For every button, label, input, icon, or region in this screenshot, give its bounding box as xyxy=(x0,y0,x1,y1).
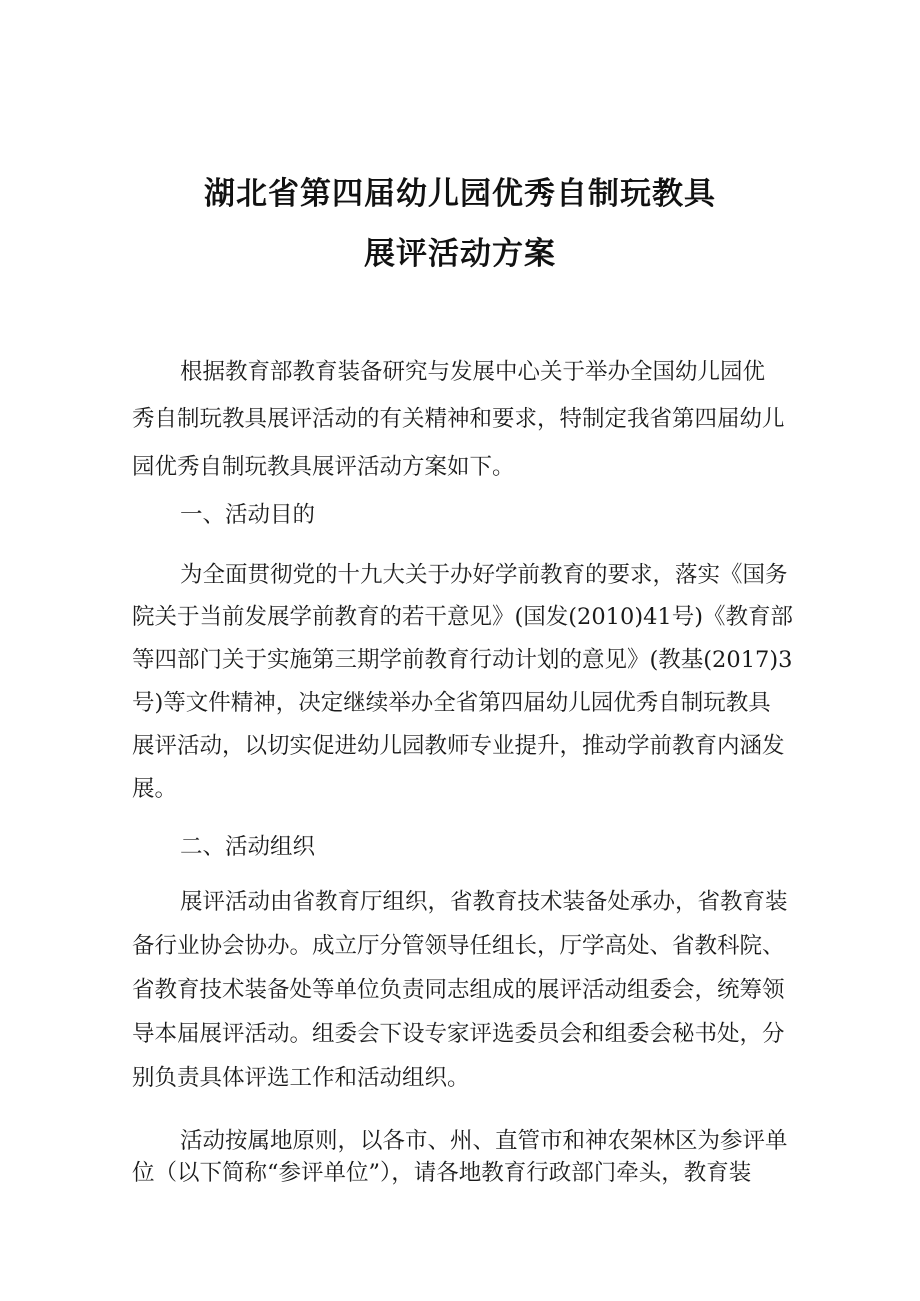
section1-line-1: 为全面贯彻党的十九大关于办好学前教育的要求，落实《国务 xyxy=(180,562,788,588)
section1-line-2: 院关于当前发展学前教育的若干意见》(国发(2010)41号)《教育部 xyxy=(132,604,794,630)
section1-line-4: 号)等文件精神，决定继续举办全省第四届幼儿园优秀自制玩教具 xyxy=(132,690,771,716)
section2-heading: 二、活动组织 xyxy=(180,834,316,860)
section2-p2-line-2: 位（以下简称“参评单位”），请各地教育行政部门牵头，教育装 xyxy=(132,1160,752,1186)
intro-line-1: 根据教育部教育装备研究与发展中心关于举办全国幼儿园优 xyxy=(180,359,766,385)
section1-line-6: 展。 xyxy=(132,776,178,802)
section1-line-3: 等四部门关于实施第三期学前教育行动计划的意见》(教基(2017)3 xyxy=(132,647,793,673)
section1-line-5: 展评活动，以切实促进幼儿园教师专业提升，推动学前教育内涵发 xyxy=(132,733,785,759)
section2-p2-line-1: 活动按属地原则，以各市、州、直管市和神农架林区为参评单 xyxy=(180,1128,788,1154)
intro-line-2: 秀自制玩教具展评活动的有关精神和要求，特制定我省第四届幼儿 xyxy=(132,406,785,432)
section2-p1-line-4: 导本届展评活动。组委会下设专家评选委员会和组委会秘书处，分 xyxy=(132,1021,785,1047)
section2-p1-line-2: 备行业协会协办。成立厅分管领导任组长，厅学高处、省教科院、 xyxy=(132,933,785,959)
section2-p1-line-3: 省教育技术装备处等单位负责同志组成的展评活动组委会，统筹领 xyxy=(132,977,785,1003)
document-title-line-1: 湖北省第四届幼儿园优秀自制玩教具 xyxy=(204,176,716,212)
section1-heading: 一、活动目的 xyxy=(180,502,316,528)
document-title-line-2: 展评活动方案 xyxy=(364,236,556,272)
intro-line-3: 园优秀自制玩教具展评活动方案如下。 xyxy=(132,454,515,480)
section2-p1-line-1: 展评活动由省教育厅组织，省教育技术装备处承办，省教育装 xyxy=(180,889,788,915)
section2-p1-line-5: 别负责具体评选工作和活动组织。 xyxy=(132,1065,470,1091)
